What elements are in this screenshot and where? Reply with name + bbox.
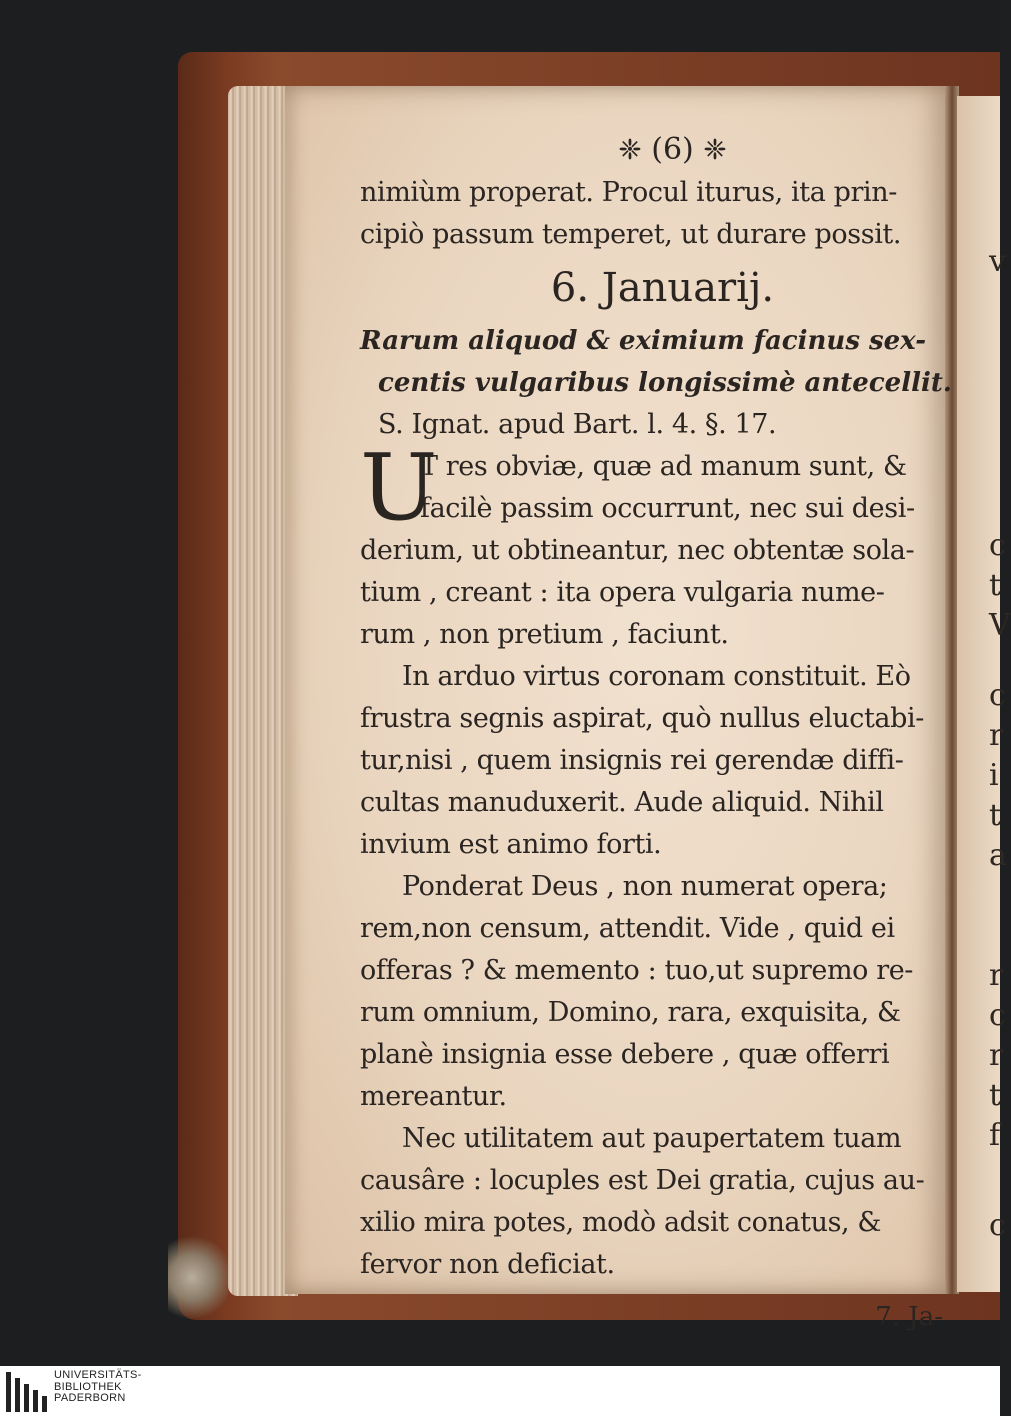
facing-letter: v — [989, 244, 1006, 279]
text-line: fervor non deficiat. — [360, 1249, 615, 1280]
text-line: planè insignia esse debere , quæ offerri — [360, 1039, 890, 1070]
drop-capital: U — [360, 434, 438, 541]
text-line: offeras ? & memento : tuo,ut supremo re- — [360, 955, 914, 986]
text-line: causâre : locuples est Dei gratia, cujus au- — [360, 1165, 925, 1196]
text-line: In arduo virtus coronam constituit. Eò — [402, 661, 911, 692]
source-citation: S. Ignat. apud Bart. l. 4. §. 17. — [378, 409, 777, 440]
library-name-line: UNIVERSITÄTS- — [54, 1369, 142, 1381]
library-logo-icon — [6, 1372, 48, 1412]
facing-letter: r — [989, 958, 1004, 993]
ornament-left-icon: ❈ — [618, 133, 642, 166]
text-line: Nec utilitatem aut paupertatem tuam — [402, 1123, 902, 1154]
facing-letter: a — [989, 838, 1007, 873]
date-heading: 6. Januarij. — [550, 265, 775, 311]
catchword: 7. Ja- — [875, 1302, 943, 1332]
page-number: (6) — [651, 132, 694, 167]
library-name-line: BIBLIOTHEK — [54, 1380, 122, 1393]
ornament-right-icon: ❈ — [703, 133, 727, 166]
footer-bar — [0, 1366, 1000, 1416]
paragraph-1 — [360, 434, 945, 656]
text-line: T res obviæ, quæ ad manum sunt, & — [420, 451, 907, 482]
text-line: frustra segnis aspirat, quò nullus eluctabi- — [360, 703, 924, 734]
text-line: invium est animo forti. — [360, 829, 662, 860]
facing-letter: c — [989, 1208, 1006, 1243]
text-line: nimiùm properat. Procul iturus, ita prin- — [360, 177, 897, 208]
text-line: facilè passim occurrunt, nec sui desi- — [420, 493, 915, 524]
paragraph-2 — [360, 656, 945, 866]
motto-line: Rarum aliquod & eximium facinus sex- — [360, 326, 927, 356]
facing-letter: c — [989, 998, 1006, 1033]
facing-page-fragment — [957, 96, 1011, 1292]
library-name — [54, 1370, 142, 1405]
library-name-line: PADERBORN — [54, 1392, 126, 1404]
text-line: tur,nisi , quem insignis rei gerendæ diffi- — [360, 745, 904, 776]
text-line: cultas manuduxerit. Aude aliquid. Nihil — [360, 787, 884, 818]
facing-letter: f — [989, 1118, 1001, 1153]
text-line: cipiò passum temperet, ut durare possit. — [360, 219, 902, 250]
facing-letter: r — [989, 718, 1004, 753]
cover-wear-mark — [168, 1235, 228, 1320]
paragraph-3 — [360, 866, 945, 1118]
facing-letter: t — [989, 568, 1002, 603]
facing-letter: c — [989, 678, 1006, 713]
facing-letter: i — [989, 758, 999, 793]
text-line: mereantur. — [360, 1081, 507, 1112]
facing-letter: r — [989, 1038, 1004, 1073]
text-line: Ponderat Deus , non numerat opera; — [402, 871, 888, 902]
facing-letter: V — [989, 608, 1011, 643]
paragraph-4 — [360, 1118, 945, 1286]
facing-letter: c — [989, 528, 1006, 563]
text-line: rum , non pretium , faciunt. — [360, 619, 729, 650]
motto-line: centis vulgaribus longissimè antecellit. — [378, 368, 952, 398]
page-header — [400, 128, 945, 172]
text-line: tium , creant : ita opera vulgaria nume- — [360, 577, 885, 608]
page-text — [360, 128, 952, 1338]
text-line: xilio mira potes, modò adsit conatus, & — [360, 1207, 882, 1238]
facing-letter: t — [989, 1078, 1002, 1113]
facing-letter: t — [989, 798, 1002, 833]
text-line: rem,non censum, attendit. Vide , quid ei — [360, 913, 895, 944]
text-line: rum omnium, Domino, rara, exquisita, & — [360, 997, 901, 1028]
text-line: derium, ut obtineantur, nec obtentæ sola- — [360, 535, 915, 566]
